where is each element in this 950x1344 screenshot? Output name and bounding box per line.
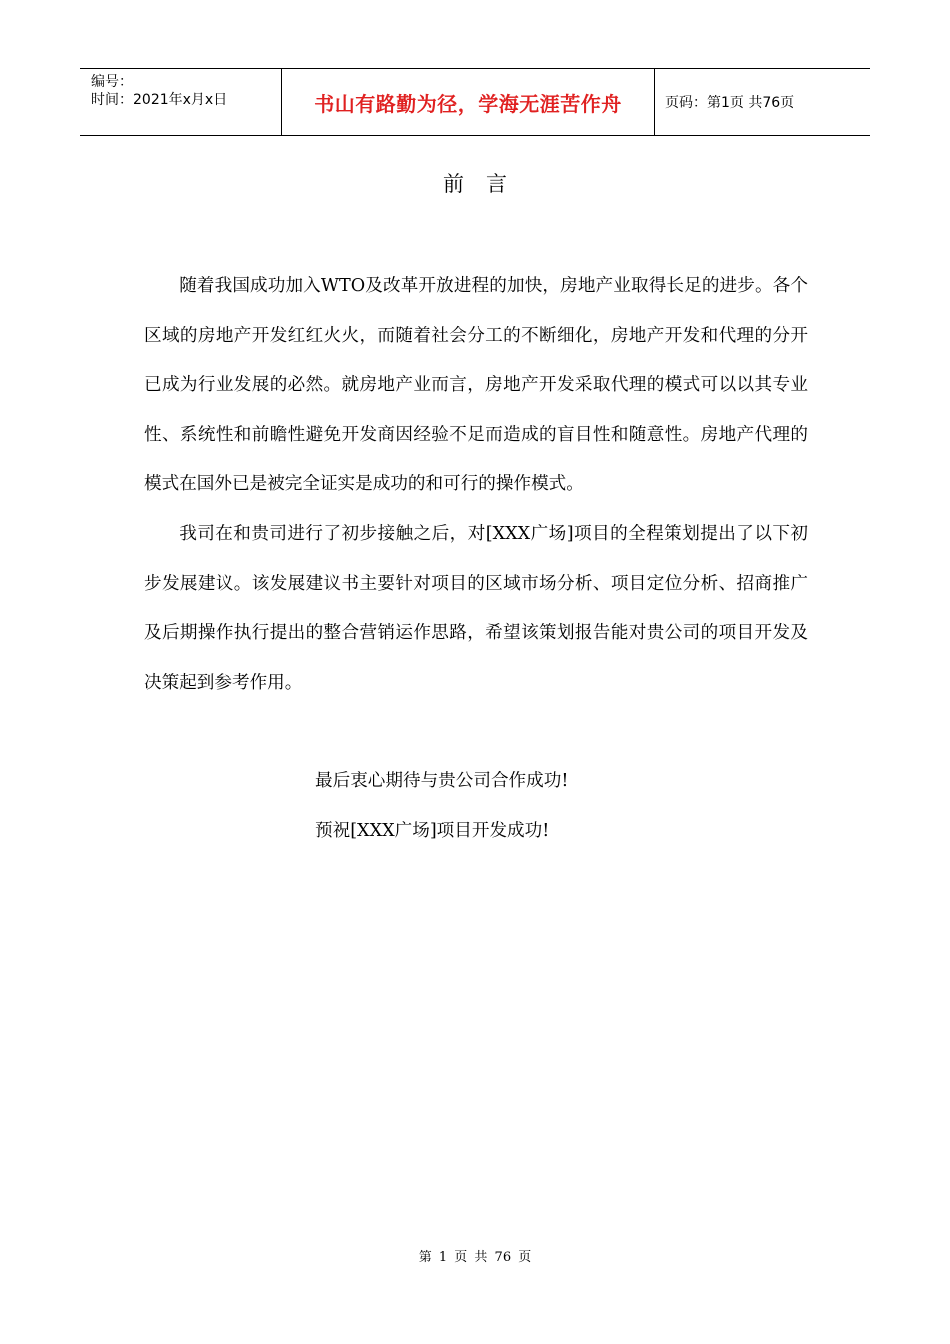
header-motto: 书山有路勤为径，学海无涯苦作舟 (282, 69, 655, 135)
body-paragraph: 随着我国成功加入WTO及改革开放进程的加快，房地产业取得长足的进步。各个区域的房地产开发红红火火，而随着社会分工的不断细化，房地产开发和代理的分开已成为行业发展的必然。就房地产业而言，房地产开发采取代理的模式可以以其专业性、系统性和前瞻性避免开发商因经验不足而造成的盲目性和随意性。房地产代理的模式在国外已是被完全证实是成功的和可行的操作模式。 (144, 276, 808, 495)
body-paragraph: 我司在和贵司进行了初步接触之后，对[XXX广场]项目的全程策划提出了以下初步发展建议。该发展建议书主要针对项目的区域市场分析、项目定位分析、招商推广及后期操作执行提出的整合营销运作思路，希望该策划报告能对贵公司的项目开发及决策起到参考作用。 (144, 523, 808, 693)
header-page-info: 页码：第1页 共76页 (665, 95, 795, 111)
document-title: 前言 (443, 172, 529, 196)
document-number-label: 编号： (91, 74, 133, 90)
page-footer: 第 1 页 共 76 页 (418, 1250, 532, 1265)
page-header (80, 68, 870, 136)
document-body (144, 262, 808, 708)
header-meta (80, 69, 282, 135)
closing-line: 最后衷心期待与贵公司合作成功! (315, 771, 569, 791)
document-date: 时间：2021年x月x日 (91, 92, 228, 108)
closing-lines (315, 757, 568, 856)
closing-line: 预祝[XXX广场]项目开发成功! (315, 820, 550, 841)
